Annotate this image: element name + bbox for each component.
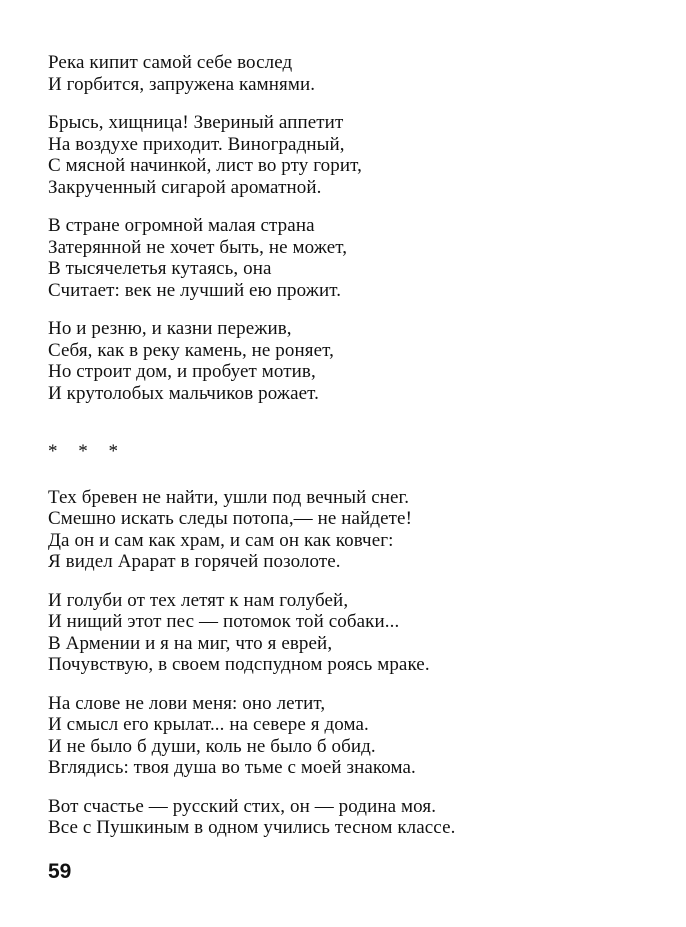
section-separator: * * * [48,441,126,462]
verse-line: И не было б души, коль не было б обид. [48,735,376,757]
stanza [48,112,668,198]
verse-line: В стране огромной малая страна [48,215,315,236]
verse-line: Затерянной не хочет быть, не может, [48,236,348,258]
verse-line: Себя, как в реку камень, не роняет, [48,339,334,361]
verse-line: Я видел Арарат в горячей позолоте. [48,551,341,572]
verse-line: И нищий этот пес — потомок той собаки... [48,611,400,632]
verse-line: Да он и сам как храм, и сам он как ковчег: [48,529,394,551]
stanza [48,215,668,301]
verse-line: Вглядись: твоя душа во тьме с моей знакома. [48,757,416,778]
verse-line: В Армении и я на миг, что я еврей, [48,632,333,654]
verse-line: С мясной начинкой, лист во рту горит, [48,155,362,176]
verse-line: На воздухе приходит. Виноградный, [48,133,345,155]
verse-line: Почувствую, в своем подспудном роясь мраке. [48,654,430,675]
poem-1 [48,52,668,404]
verse-line: И горбится, запружена камнями. [48,73,316,95]
stanza [48,590,668,676]
verse-line: Брысь, хищница! Звериный аппетит [48,112,344,133]
verse-line: И голуби от тех летят к нам голубей, [48,589,349,611]
stanza [48,487,668,573]
stanza [48,693,668,779]
verse-line: И смысл его крылат... на севере я дома. [48,714,369,735]
verse-line: Все с Пушкиным в одном учились тесном классе. [48,817,456,838]
verse-line: Река кипит самой себе вослед [48,52,293,73]
verse-line: Считает: век не лучший ею прожит. [48,279,342,301]
verse-line: Вот счастье — русский стих, он — родина моя. [48,795,437,817]
verse-line: Смешно искать следы потопа,— не найдете! [48,508,413,529]
stanza [48,318,668,404]
verse-line: И крутолобых мальчиков рожает. [48,382,319,404]
page-number: 59 [48,860,72,883]
verse-line: Но строит дом, и пробует мотив, [48,361,316,382]
verse-line: Закрученный сигарой ароматной. [48,176,322,198]
spacer [48,421,668,441]
verse-line: В тысячелетья кутаясь, она [48,258,272,279]
stanza [48,796,668,839]
page-body [48,52,668,856]
verse-line: На слове не лови меня: оно летит, [48,692,326,714]
stanza [48,52,668,95]
verse-line: Но и резню, и казни пережив, [48,318,292,339]
poem-2 [48,487,668,839]
verse-line: Тех бревен не найти, ушли под вечный снег. [48,486,410,508]
